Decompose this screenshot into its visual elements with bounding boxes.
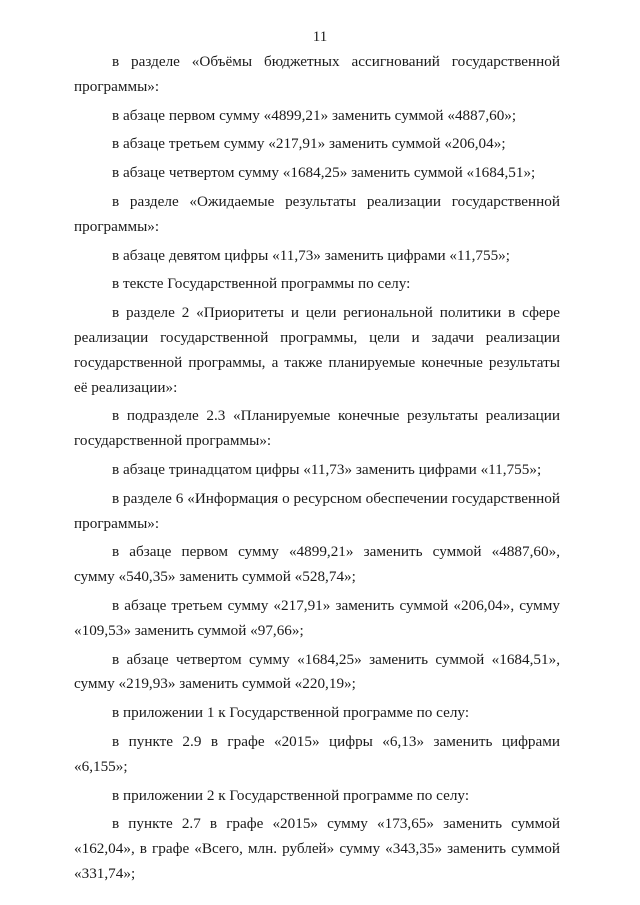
paragraph-5: в разделе «Ожидаемые результаты реализации государственной программы»:	[74, 192, 560, 235]
paragraph-16: в пункте 2.9 в графе «2015» цифры «6,13» заменить цифрами «6,155»;	[74, 732, 560, 775]
paragraph-13: в абзаце третьем сумму «217,91» заменить суммой «206,04», сумму «109,53» заменить суммой «97,66»;	[74, 596, 560, 639]
paragraph-12: в абзаце первом сумму «4899,21» заменить суммой «4887,60», сумму «540,35» заменить суммой «528,74»;	[74, 543, 560, 586]
paragraph-4: в абзаце четвертом сумму «1684,25» заменить суммой «1684,51»;	[112, 164, 536, 182]
paragraph-7: в тексте Государственной программы по селу:	[112, 275, 411, 293]
page-number: 11	[312, 29, 328, 45]
paragraph-2: в абзаце первом сумму «4899,21» заменить суммой «4887,60»;	[112, 106, 517, 124]
document-body	[74, 50, 560, 887]
paragraph-3: в абзаце третьем сумму «217,91» заменить суммой «206,04»;	[112, 135, 506, 153]
paragraph-10: в абзаце тринадцатом цифры «11,73» заменить цифрами «11,755»;	[112, 460, 542, 478]
paragraph-1: в разделе «Объёмы бюджетных ассигнований государственной программы»:	[74, 53, 560, 95]
paragraph-17: в приложении 2 к Государственной программе по селу:	[112, 786, 470, 804]
paragraph-15: в приложении 1 к Государственной программе по селу:	[112, 704, 470, 722]
paragraph-14: в абзаце четвертом сумму «1684,25» заменить суммой «1684,51», сумму «219,93» заменить суммой «220,19»;	[74, 650, 560, 693]
paragraph-8: в разделе 2 «Приоритеты и цели региональной политики в сфере реализации государственной программы, цели и задачи реализации государственной программы, а также планируемые конечные результаты её реализации»:	[74, 304, 560, 396]
paragraph-18: в пункте 2.7 в графе «2015» сумму «173,65» заменить суммой «162,04», в графе «Всего, млн. рублей» сумму «343,35» заменить суммой «331,74»;	[74, 815, 560, 882]
paragraph-6: в абзаце девятом цифры «11,73» заменить цифрами «11,755»;	[112, 246, 510, 264]
paragraph-11: в разделе 6 «Информация о ресурсном обеспечении государственной программы»:	[74, 489, 560, 532]
paragraph-9: в подразделе 2.3 «Планируемые конечные результаты реализации государственной программы»:	[74, 407, 560, 450]
